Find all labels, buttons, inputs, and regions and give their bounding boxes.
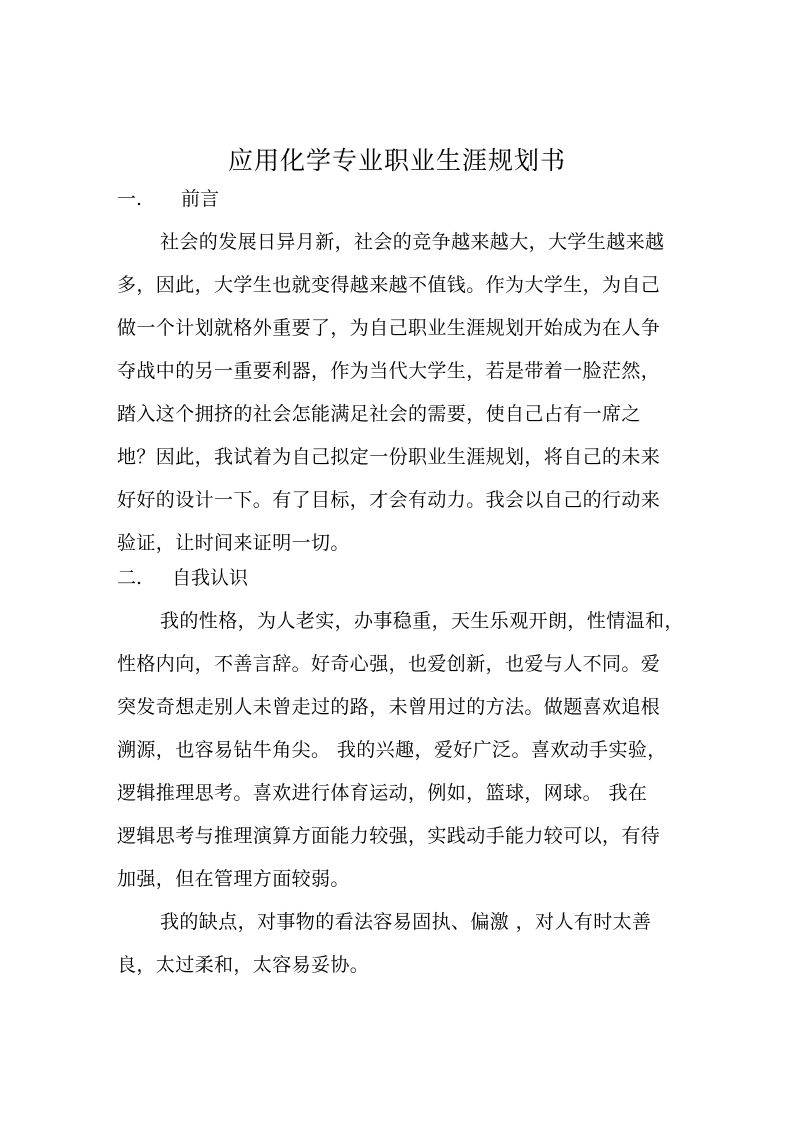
paragraph-line: 地？因此，我试着为自己拟定一份职业生涯规划，将自己的未来	[117, 446, 661, 468]
paragraph-line: 性格内向，不善言辞。好奇心强，也爱创新，也爱与人不同。爱	[117, 653, 661, 675]
paragraph-line: 做一个计划就格外重要了，为自己职业生涯规划开始成为在人争	[117, 317, 661, 339]
section-heading-self-knowledge	[117, 566, 248, 590]
paragraph-line: 逻辑推理思考。喜欢进行体育运动，例如，篮球，网球。 我在	[117, 782, 648, 804]
paragraph-line: 突发奇想走别人未曾走过的路，未曾用过的方法。做题喜欢追根	[117, 696, 661, 718]
paragraph-line: 我的性格，为人老实，办事稳重，天生乐观开朗，性情温和，	[160, 610, 684, 632]
paragraph-line: 加强，但在管理方面较弱。	[117, 868, 350, 890]
paragraph-line: 逻辑思考与推理演算方面能力较强，实践动手能力较可以，有待	[117, 825, 661, 847]
section-number: 二.	[117, 567, 143, 589]
section-title: 前言	[181, 188, 220, 210]
section-heading-preface	[117, 187, 219, 211]
paragraph-line: 溯源，也容易钻牛角尖。 我的兴趣，爱好广泛。喜欢动手实验，	[117, 739, 667, 761]
paragraph-line: 多，因此，大学生也就变得越来越不值钱。作为大学生，为自己	[117, 274, 661, 296]
paragraph-line: 踏入这个拥挤的社会怎能满足社会的需要，使自己占有一席之	[117, 403, 641, 425]
section-title: 自我认识	[172, 567, 249, 589]
paragraph-line: 良，太过柔和，太容易妥协。	[117, 954, 370, 976]
document-title: 应用化学专业职业生涯规划书	[227, 146, 566, 175]
paragraph-line: 我的缺点，对事物的看法容易固执、偏激 ，对人有时太善	[160, 911, 652, 933]
paragraph-line: 夺战中的另一重要利器，作为当代大学生，若是带着一脸茫然，	[117, 360, 661, 382]
section-number: 一.	[117, 188, 143, 210]
paragraph-line: 好好的设计一下。有了目标，才会有动力。我会以自己的行动来	[117, 489, 661, 511]
paragraph-line: 社会的发展日异月新，社会的竞争越来越大，大学生越来越	[160, 231, 665, 253]
paragraph-line: 验证，让时间来证明一切。	[117, 532, 350, 554]
